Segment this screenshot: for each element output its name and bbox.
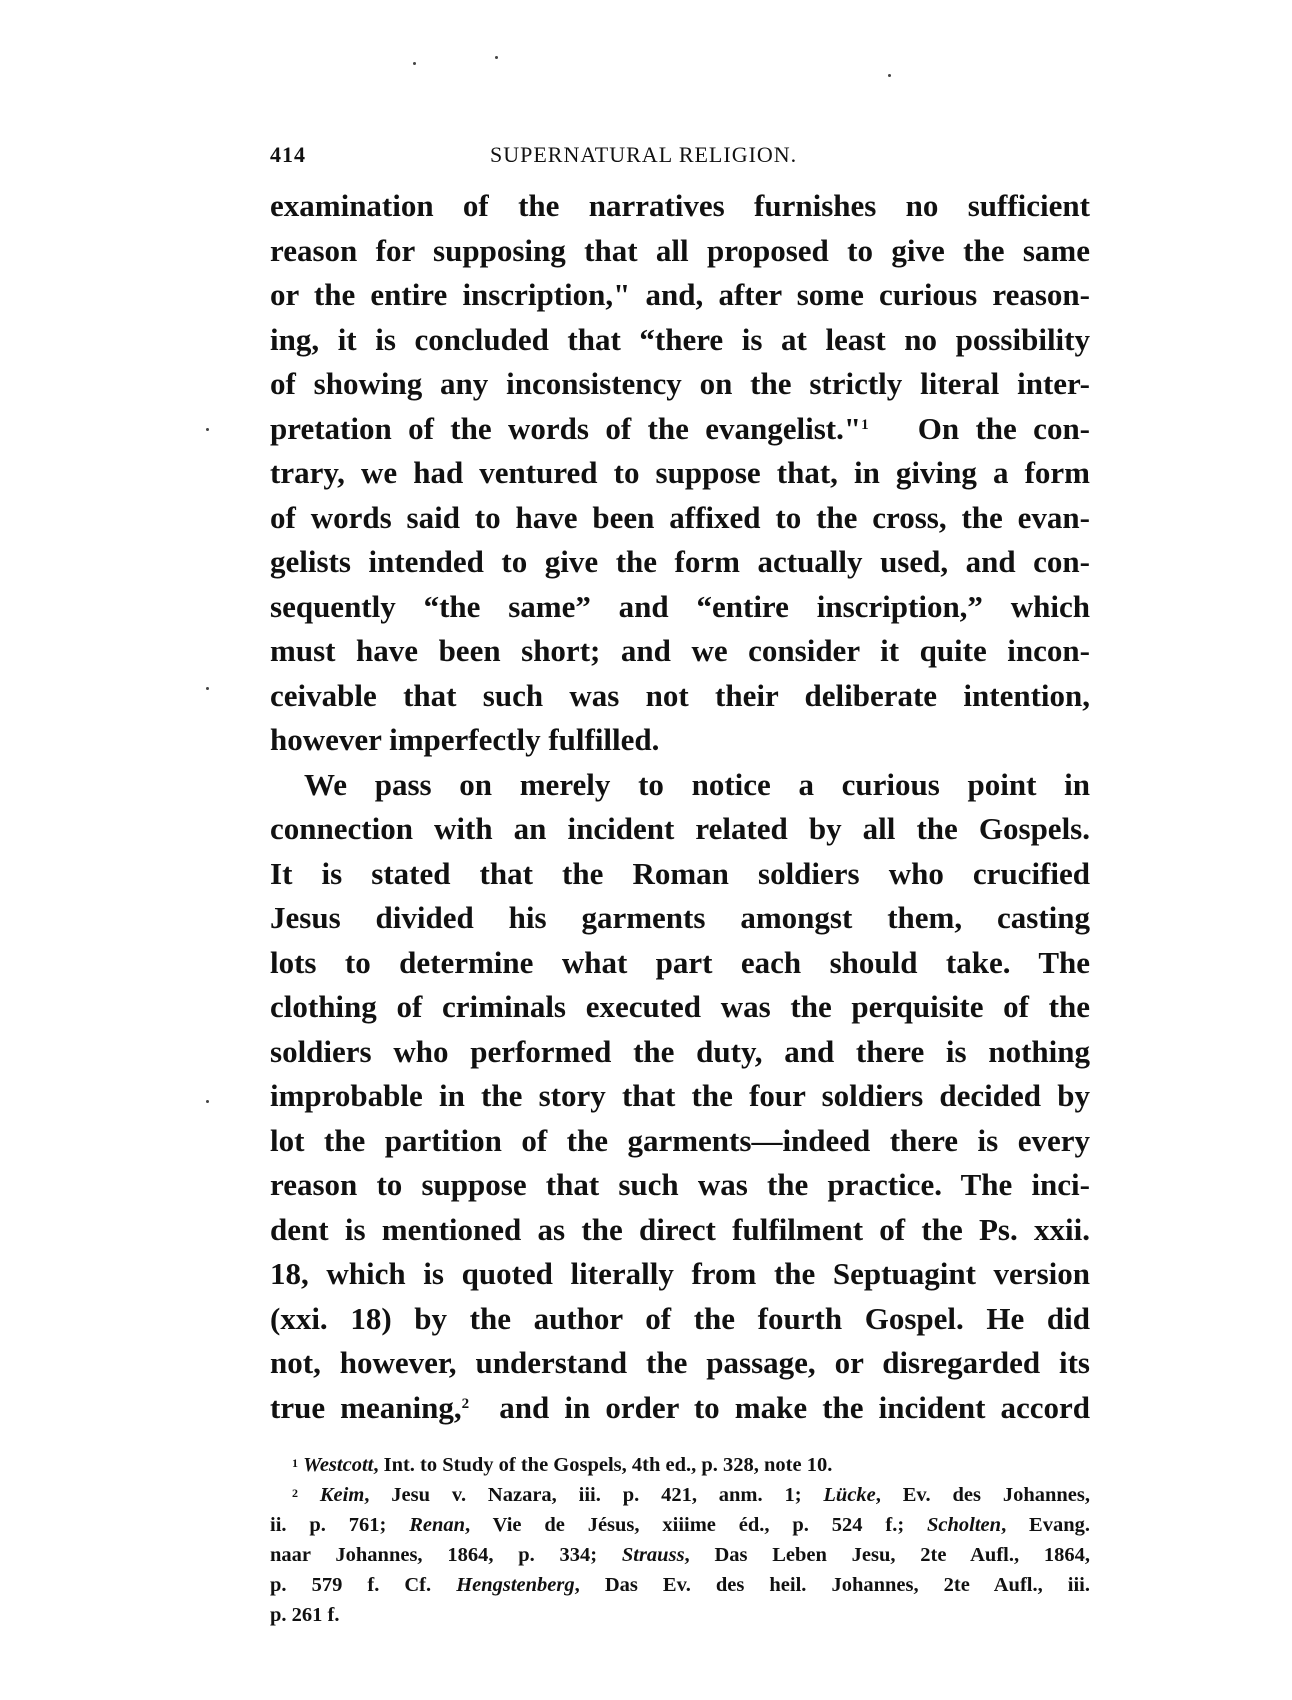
scan-speck [495,56,498,59]
text-line: examination of the narratives furnishes no sufficient [270,188,1090,223]
scan-speck [206,1100,209,1103]
cited-author: Scholten [927,1514,1002,1536]
footnote-2-line [270,1510,1090,1540]
text-line: connection with an incident related by all the Gospels. [270,811,1090,846]
footnote-marker: 1 [292,1456,298,1470]
text-line [270,407,1090,452]
book-page [270,130,1090,1630]
text-line: ing, it is concluded that “there is at least no possibility [270,321,1090,357]
footnote-1 [270,1450,1090,1480]
text-line: gelists intended to give the form actually used, and con- [270,544,1090,579]
text-line: ceivable that such was not their deliberate intention, [270,677,1090,713]
citation-text: , Vie de Jésus, xiiime éd., p. 524 f.; [465,1514,928,1536]
text-fragment: true meaning, [270,1389,462,1425]
text-line: Jesus divided his garments amongst them, casting [270,900,1090,935]
text-fragment: On the con- [917,410,1091,446]
text-fragment: and in order to make the incident accord [499,1389,1091,1425]
citation-text: p. 579 f. Cf. [270,1574,457,1596]
page-number: 414 [270,142,306,167]
text-line: We pass on merely to notice a curious point in [304,766,1090,802]
cited-author: Strauss [621,1544,685,1566]
text-line: must have been short; and we consider it quite incon- [270,633,1090,668]
cited-author: Renan [409,1514,466,1536]
text-line: trary, we had ventured to suppose that, in giving a form [270,455,1090,490]
footnote-2-line: p. 261 f. [270,1604,340,1626]
text-line: sequently “the same” and “entire inscription,” which [270,588,1090,624]
scan-speck [413,62,416,65]
text-line: improbable in the story that the four soldiers decided by [270,1078,1090,1113]
footnote-marker: 2 [292,1486,298,1500]
text-line: of words said to have been affixed to the cross, the evan- [270,499,1090,535]
text-line: reason for supposing that all proposed to give the same [270,232,1090,268]
text-line [270,1386,1090,1431]
citation-text: , Jesu v. Nazara, iii. p. 421, anm. 1; [364,1484,824,1506]
cited-author: Hengstenberg [456,1574,575,1596]
citation-text: naar Johannes, 1864, p. 334; [270,1544,622,1566]
body-text [270,184,1090,1430]
scan-speck [888,74,891,77]
text-line: clothing of criminals executed was the perquisite of the [270,989,1090,1024]
text-line: lot the partition of the garments—indeed there is every [270,1122,1090,1158]
text-line: of showing any inconsistency on the strictly literal inter- [270,366,1090,401]
footnotes [270,1450,1090,1630]
citation-text: , Das Ev. des heil. Johannes, 2te Aufl., iii. [574,1574,1090,1596]
footnote-2-line [270,1570,1090,1600]
cited-author: Keim [319,1484,365,1506]
text-line: soldiers who performed the duty, and there is nothing [270,1033,1090,1069]
footnote-2-line [270,1480,1090,1510]
scan-speck [206,428,209,431]
citation-text: , Int. to Study of the Gospels, 4th ed., p. 328, note 10. [373,1454,833,1476]
footnote-2-line [270,1540,1090,1570]
text-fragment: pretation of the words of the evangelist." [270,410,862,446]
text-line: or the entire inscription," and, after some curious reason- [270,277,1090,312]
text-line: dent is mentioned as the direct fulfilment of the Ps. xxii. [270,1211,1090,1247]
cited-author: Westcott [303,1454,374,1476]
text-line: however imperfectly fulfilled. [270,722,660,757]
citation-text: , Evang. [1001,1514,1090,1536]
citation-text: , Das Leben Jesu, 2te Aufl., 1864, [684,1544,1090,1566]
text-line: It is stated that the Roman soldiers who crucified [270,855,1090,891]
text-line: 18, which is quoted literally from the Septuagint version [270,1256,1090,1291]
citation-text: , Ev. des Johannes, [875,1484,1090,1506]
footnote-ref[interactable]: 2 [461,1395,470,1412]
page-header [270,130,1090,170]
text-line: reason to suppose that such was the practice. The inci- [270,1167,1090,1202]
text-line: lots to determine what part each should take. The [270,944,1090,980]
footnote-ref[interactable]: 1 [861,416,869,433]
text-line: (xxi. 18) by the author of the fourth Gospel. He did [270,1300,1090,1336]
scan-speck [206,687,209,690]
running-title: SUPERNATURAL RELIGION. [490,142,798,167]
text-line: not, however, understand the passage, or disregarded its [270,1345,1090,1380]
cited-author: Lücke [823,1484,876,1506]
citation-text: ii. p. 761; [270,1514,410,1536]
